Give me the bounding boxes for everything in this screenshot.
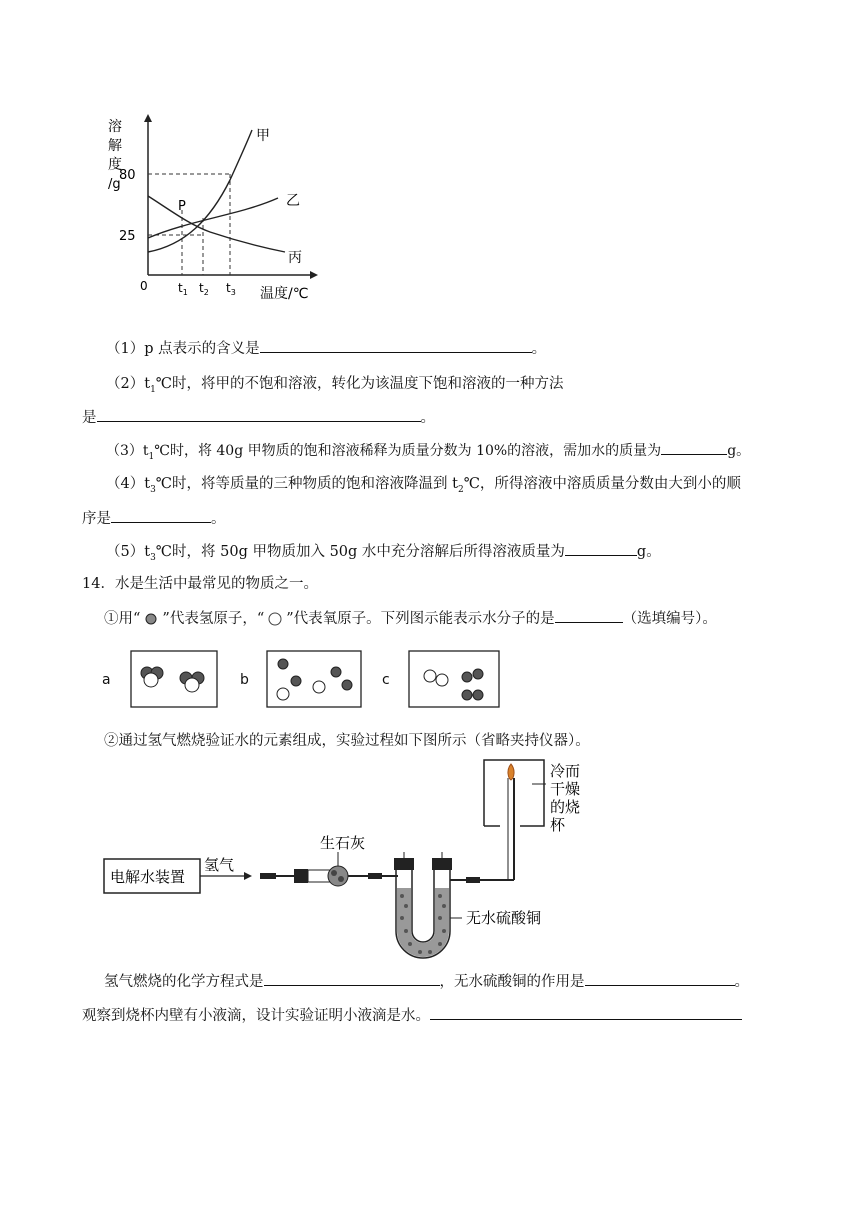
question-14-answer-line-2: 观察到烧杯内壁有小液滴，设计实验证明小液滴是水。: [82, 1005, 742, 1026]
oxygen-atom-icon: [264, 612, 286, 626]
answer-blank-equation[interactable]: [264, 971, 440, 986]
question-14-title: 14．水是生活中最常见的物质之一。: [82, 576, 318, 592]
answer-blank-4[interactable]: [111, 508, 211, 523]
answer-blank-water-test[interactable]: [430, 1005, 742, 1020]
ylabel-2: 解: [108, 138, 122, 154]
ylabel-1: 溶: [108, 119, 122, 135]
question-4-cont: 序是 。: [82, 508, 226, 529]
tick-t2: $t_2$: [199, 281, 209, 297]
ylabel-3: 度: [108, 157, 122, 173]
tick-t1: $t_1$: [178, 281, 188, 297]
x-axis-label: 温度/℃: [260, 286, 309, 302]
curve-bing-label: 丙: [288, 250, 302, 266]
cuso4-label: 无水硫酸铜: [466, 909, 542, 927]
beaker-label-2: 干燥: [550, 780, 581, 798]
question-5: $(5)t_3℃$时，将 50g 甲物质加入 50g 水中充分溶解后所得溶液质量为 g。: [106, 541, 661, 568]
question-4: $(4)t_3℃$时，将等质量的三种物质的饱和溶液降温到 $t_2℃$，所得溶液中溶质质量分数由大到小的顺: [106, 476, 741, 495]
apparatus-diagram: [100, 756, 620, 976]
answer-blank-14-1[interactable]: [555, 608, 623, 623]
hydrogen-label: 氢气: [204, 856, 235, 874]
question-14-part1: ①用“ ”代表氢原子，“ ”代表氧原子。下列图示能表示水分子的是 （选填编号）。: [104, 608, 717, 629]
beaker-label-1: 冷而: [550, 762, 581, 780]
option-b-label: b: [240, 672, 249, 688]
question-14-part2: ②通过氢气燃烧验证水的元素组成，实验过程如下图所示（省略夹持仪器）。: [104, 733, 590, 749]
curve-jia-label: 甲: [256, 128, 270, 144]
option-b-diagram[interactable]: [266, 650, 362, 708]
question-14-answer-line-1: 氢气燃烧的化学方程式是 ，无水硫酸铜的作用是 。: [104, 971, 749, 992]
curve-yi-label: 乙: [286, 193, 300, 209]
beaker-label-4: 杯: [550, 816, 566, 834]
answer-blank-1[interactable]: [260, 338, 532, 353]
point-p-label: P: [178, 199, 186, 214]
answer-blank-2[interactable]: [97, 407, 421, 422]
solubility-graph: [100, 110, 330, 310]
tick-origin: 0: [140, 279, 148, 293]
ylabel-4: /g: [108, 177, 121, 192]
hydrogen-atom-icon: [140, 612, 162, 626]
answer-blank-5[interactable]: [565, 541, 637, 556]
answer-blank-cuso4-role[interactable]: [585, 971, 735, 986]
answer-blank-3[interactable]: [661, 440, 727, 455]
question-2-cont: 是 。: [82, 407, 435, 428]
question-3: $(3)t_1℃$时，将 40g 甲物质的饱和溶液稀释为质量分数为 10%的溶液，需加水的质量为 g。: [106, 440, 750, 467]
question-1: （1）p 点表示的含义是 。: [106, 338, 546, 359]
option-a-diagram[interactable]: [130, 650, 218, 708]
electrolysis-label: 电解水装置: [110, 868, 186, 886]
option-c-diagram[interactable]: [408, 650, 500, 708]
option-c-label: c: [382, 672, 390, 688]
tick-t3: $t_3$: [226, 281, 236, 297]
tick-25: 25: [119, 229, 136, 244]
question-2: $(2)t_1℃$时，将甲的不饱和溶液，转化为该温度下饱和溶液的一种方法: [106, 376, 564, 395]
beaker-label-3: 的烧: [550, 798, 581, 816]
tick-80: 80: [119, 168, 136, 183]
option-a-label: a: [102, 672, 111, 688]
quicklime-label: 生石灰: [320, 834, 366, 852]
